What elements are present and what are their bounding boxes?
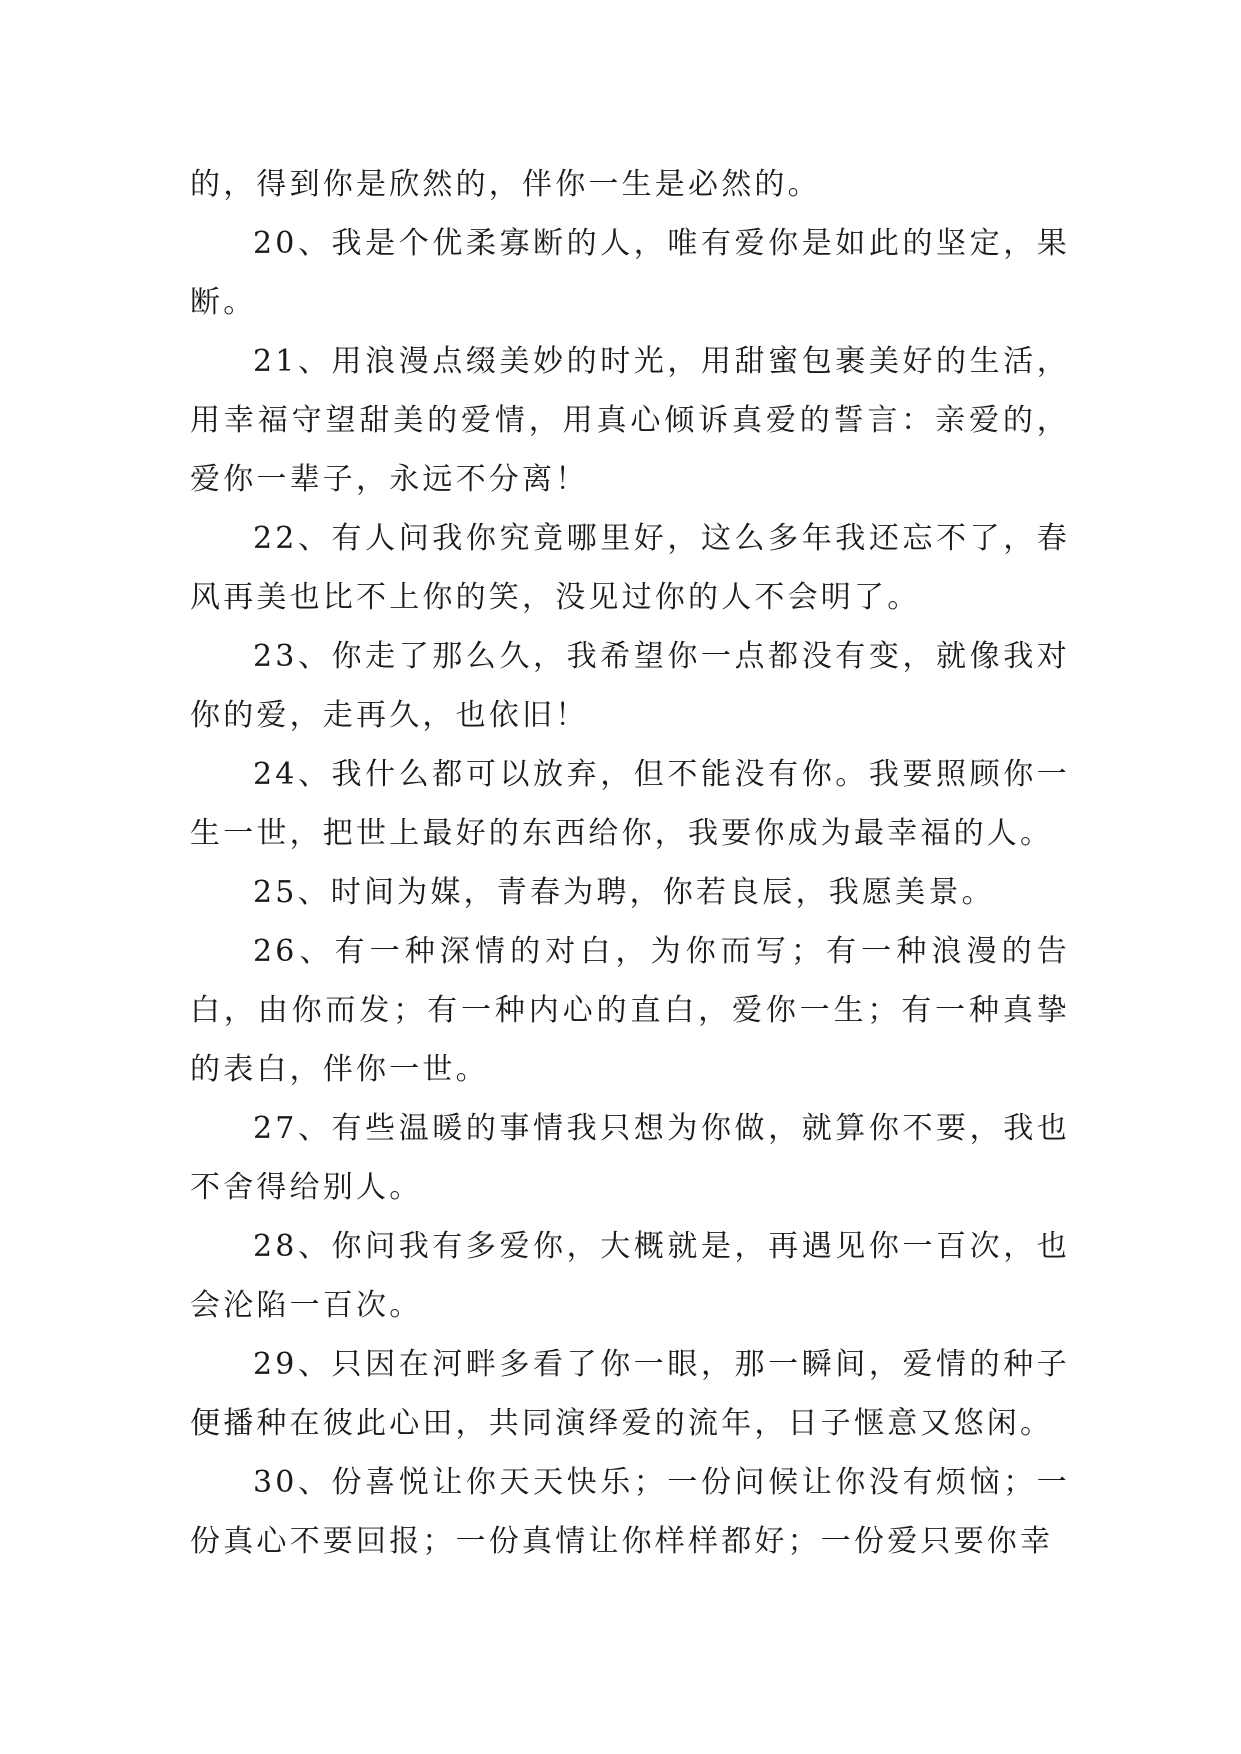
paragraph-item-23: 23、你走了那么久，我希望你一点都没有变，就像我对你的爱，走再久，也依旧！ <box>190 639 1070 733</box>
paragraph-item-29: 29、只因在河畔多看了你一眼，那一瞬间，爱情的种子便播种在彼此心田，共同演绎爱的流年，日子惬意又悠闲。 <box>190 1347 1070 1441</box>
paragraph-item-26: 26、有一种深情的对白，为你而写；有一种浪漫的告白，由你而发；有一种内心的直白，爱你一生；有一种真挚的表白，伴你一世。 <box>190 934 1070 1087</box>
paragraph-item-24: 24、我什么都可以放弃，但不能没有你。我要照顾你一生一世，把世上最好的东西给你，我要你成为最幸福的人。 <box>190 757 1070 851</box>
paragraph-item-22: 22、有人问我你究竟哪里好，这么多年我还忘不了，春风再美也比不上你的笑，没见过你的人不会明了。 <box>190 521 1070 615</box>
paragraph-item-25: 25、时间为媒，青春为聘，你若良辰，我愿美景。 <box>253 875 995 910</box>
paragraph-item-20: 20、我是个优柔寡断的人，唯有爱你是如此的坚定，果断。 <box>190 226 1070 320</box>
paragraph-item-28: 28、你问我有多爱你，大概就是，再遇见你一百次，也会沦陷一百次。 <box>190 1229 1070 1323</box>
paragraph-item-30: 30、份喜悦让你天天快乐；一份问候让你没有烦恼；一份真心不要回报；一份真情让你样样都好；一份爱只要你幸 <box>190 1465 1070 1559</box>
document-body <box>190 155 1070 1571</box>
paragraph-item-27: 27、有些温暖的事情我只想为你做，就算你不要，我也不舍得给别人。 <box>190 1111 1070 1205</box>
paragraph-item-21: 21、用浪漫点缀美妙的时光，用甜蜜包裹美好的生活，用幸福守望甜美的爱情，用真心倾诉真爱的誓言：亲爱的，爱你一辈子，永远不分离！ <box>190 344 1070 497</box>
paragraph-continuation: 的，得到你是欣然的，伴你一生是必然的。 <box>190 167 821 202</box>
